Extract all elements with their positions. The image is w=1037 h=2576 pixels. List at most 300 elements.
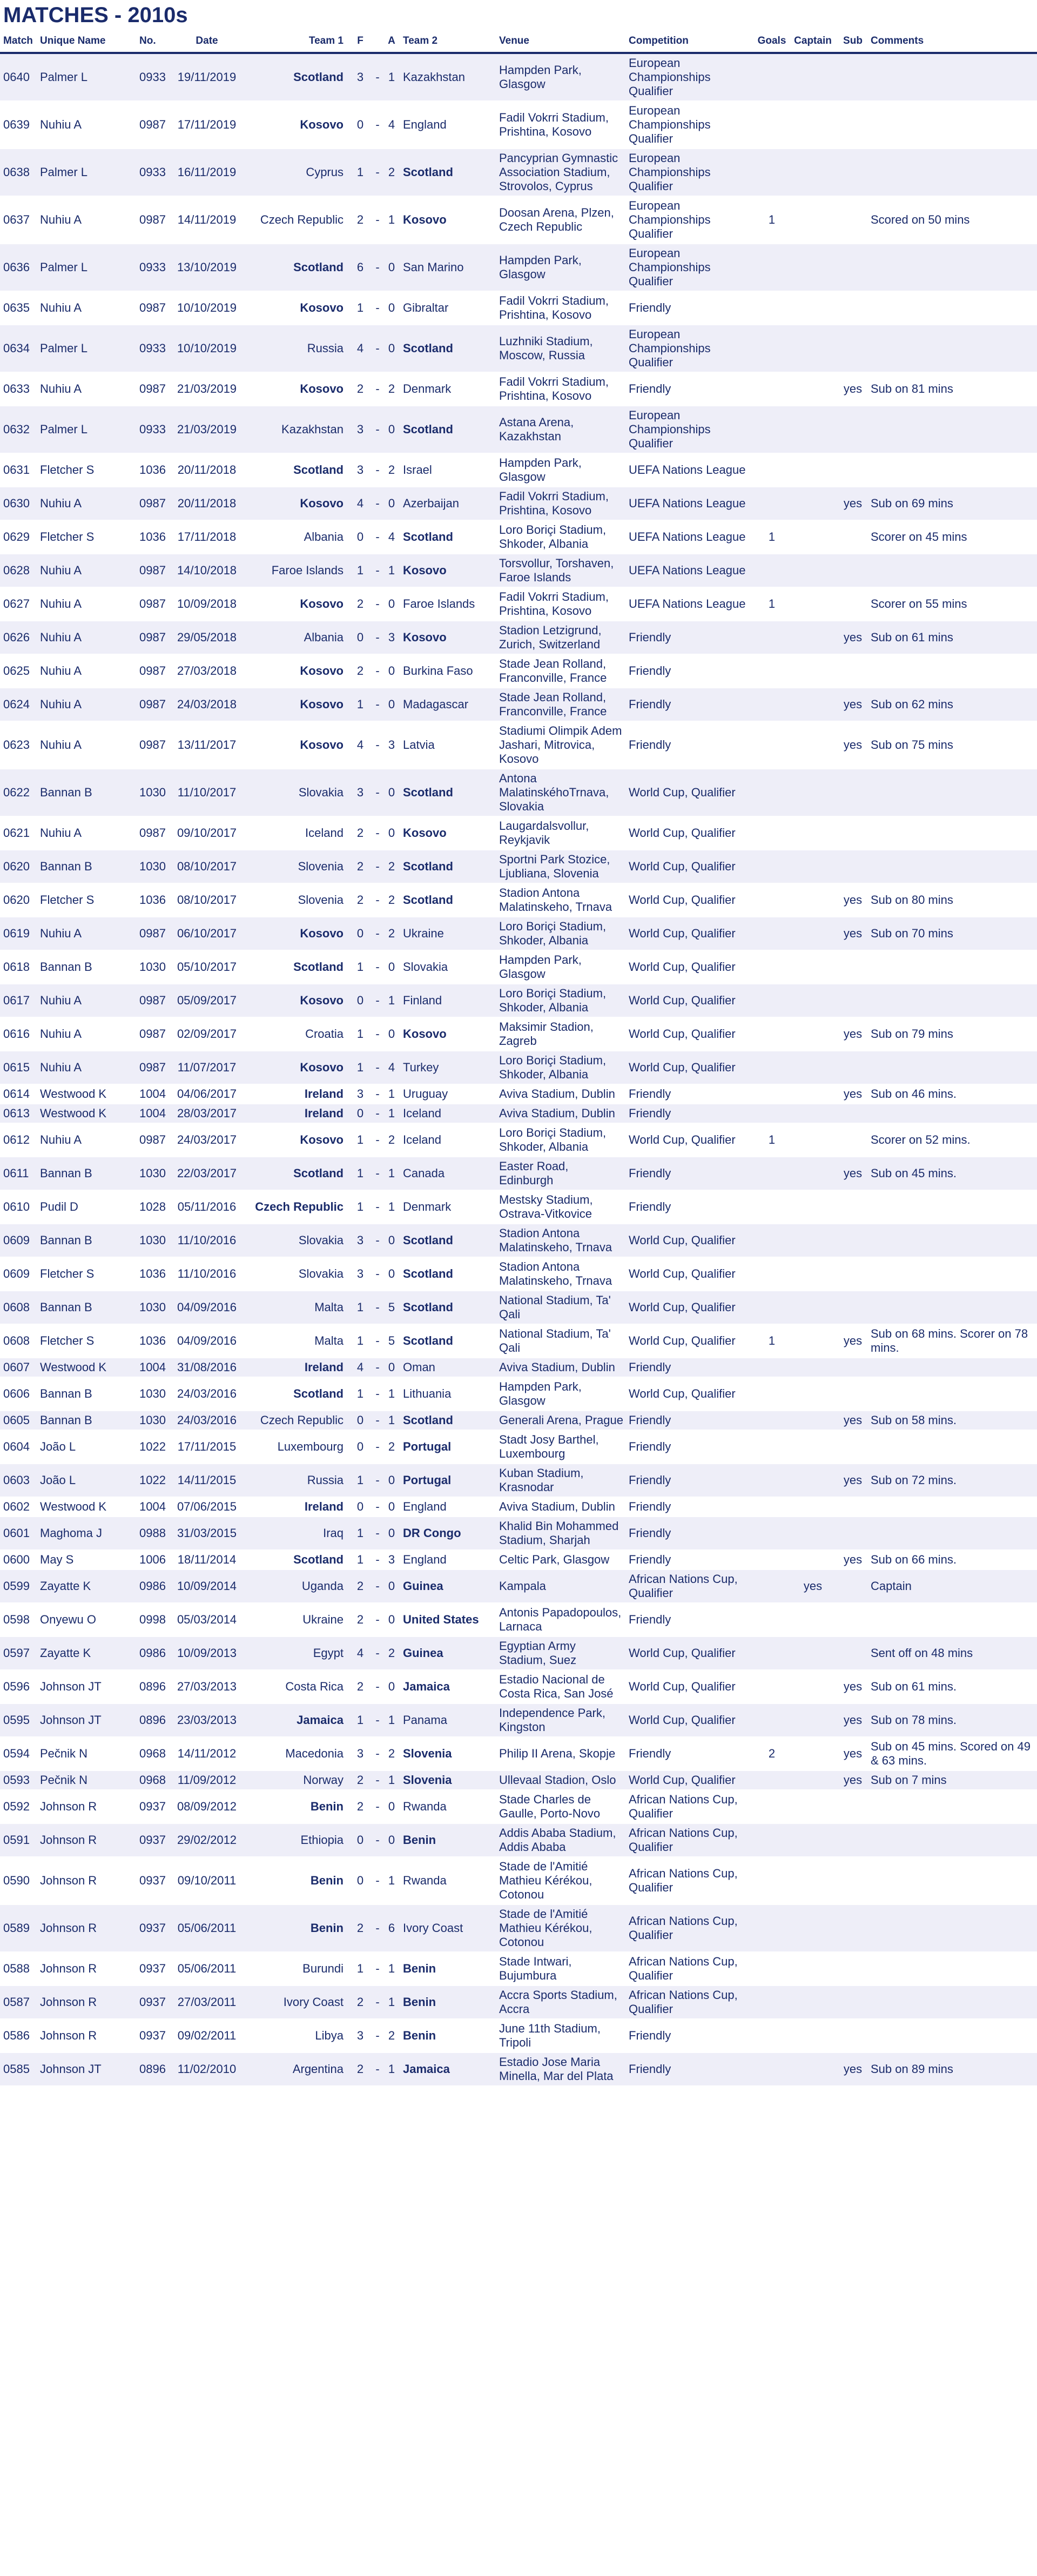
table-row [0,1430,1037,1464]
score-for-cell: 3 [349,1224,372,1257]
goals-cell [756,654,787,688]
competition-cell: Friendly [625,1411,756,1430]
goals-cell [756,1985,787,2019]
sub-cell: yes [838,917,867,950]
date-cell: 09/10/2017 [171,816,243,850]
team1-cell: Scotland [243,53,349,101]
score-against-cell: 0 [383,1358,400,1377]
score-against-cell: 1 [383,1985,400,2019]
score-for-cell: 2 [349,1790,372,1823]
competition-cell: Friendly [625,1157,756,1190]
sub-cell: yes [838,1017,867,1051]
score-dash: - [372,406,383,453]
venue-cell: Stadiumi Olimpik Adem Jashari, Mitrovica, Kosovo [496,721,625,769]
score-against-cell: 2 [383,2019,400,2052]
venue-cell: Astana Arena, Kazakhstan [496,406,625,453]
score-for-cell: 3 [349,2019,372,2052]
goals-cell [756,883,787,917]
player-no-cell: 0968 [136,1770,171,1790]
match-cell: 0589 [0,1904,37,1952]
score-dash: - [372,950,383,984]
comments-cell: Sub on 61 mins. [867,1670,1037,1703]
date-cell: 21/03/2019 [171,372,243,406]
match-cell: 0617 [0,984,37,1017]
venue-cell: Stadion Antona Malatinskeho, Trnava [496,1257,625,1291]
match-cell: 0626 [0,621,37,654]
score-against-cell: 6 [383,1904,400,1952]
comments-cell: Sub on 78 mins. [867,1703,1037,1737]
score-dash: - [372,1123,383,1157]
competition-cell: European Championships Qualifier [625,244,756,291]
score-for-cell: 1 [349,1017,372,1051]
venue-cell: Hampden Park, Glasgow [496,950,625,984]
player-no-cell: 0937 [136,2019,171,2052]
score-for-cell: 0 [349,1104,372,1123]
team1-cell: Libya [243,2019,349,2052]
team1-cell: Kosovo [243,984,349,1017]
comments-cell [867,654,1037,688]
score-against-cell: 0 [383,816,400,850]
unique-name-cell: Westwood K [37,1497,136,1517]
score-dash: - [372,984,383,1017]
goals-cell [756,291,787,325]
venue-cell: National Stadium, Ta' Qali [496,1324,625,1358]
team1-cell: Kosovo [243,654,349,688]
team1-cell: Scotland [243,244,349,291]
venue-cell: Loro Boriçi Stadium, Shkoder, Albania [496,917,625,950]
table-row [0,621,1037,654]
venue-cell: Loro Boriçi Stadium, Shkoder, Albania [496,984,625,1017]
team1-cell: Czech Republic [243,1190,349,1224]
venue-cell: Celtic Park, Glasgow [496,1550,625,1569]
score-dash: - [372,621,383,654]
score-for-cell: 4 [349,721,372,769]
score-dash: - [372,1017,383,1051]
sub-cell [838,1123,867,1157]
goals-cell [756,1703,787,1737]
player-no-cell: 1004 [136,1497,171,1517]
match-cell: 0608 [0,1324,37,1358]
sub-cell: yes [838,1464,867,1497]
score-dash: - [372,2052,383,2086]
competition-cell: World Cup, Qualifier [625,1051,756,1084]
goals-cell [756,325,787,372]
team1-cell: Kosovo [243,1123,349,1157]
team1-cell: Albania [243,621,349,654]
score-dash: - [372,1636,383,1670]
goals-cell: 1 [756,1123,787,1157]
table-row [0,1670,1037,1703]
captain-cell [787,950,838,984]
venue-cell: Doosan Arena, Plzen, Czech Republic [496,196,625,244]
player-no-cell: 0937 [136,1985,171,2019]
competition-cell: Friendly [625,688,756,721]
team2-cell: Iceland [400,1104,496,1123]
unique-name-cell: Pečnik N [37,1770,136,1790]
goals-cell [756,1257,787,1291]
sub-cell [838,1985,867,2019]
score-against-cell: 4 [383,101,400,149]
competition-cell: Friendly [625,1104,756,1123]
player-no-cell: 1004 [136,1358,171,1377]
player-no-cell: 1030 [136,850,171,883]
score-against-cell: 5 [383,1291,400,1324]
competition-cell: Friendly [625,1550,756,1569]
match-cell: 0624 [0,688,37,721]
score-against-cell: 0 [383,654,400,688]
unique-name-cell: João L [37,1464,136,1497]
sub-cell: yes [838,1703,867,1737]
goals-cell [756,1569,787,1603]
sub-cell [838,1358,867,1377]
venue-cell: Stadion Antona Malatinskeho, Trnava [496,883,625,917]
venue-cell: Mestsky Stadium, Ostrava-Vitkovice [496,1190,625,1224]
date-cell: 29/05/2018 [171,621,243,654]
date-cell: 09/02/2011 [171,2019,243,2052]
team2-cell: Ukraine [400,917,496,950]
team1-cell: Uganda [243,1569,349,1603]
unique-name-cell: Zayatte K [37,1569,136,1603]
table-row [0,984,1037,1017]
captain-cell [787,406,838,453]
unique-name-cell: Nuhiu A [37,291,136,325]
goals-cell [756,1377,787,1411]
goals-cell [756,1411,787,1430]
competition-cell: World Cup, Qualifier [625,1670,756,1703]
venue-cell: Stade Intwari, Bujumbura [496,1952,625,1985]
goals-cell [756,1430,787,1464]
competition-cell: Friendly [625,2052,756,2086]
sub-cell [838,406,867,453]
competition-cell: European Championships Qualifier [625,196,756,244]
player-no-cell: 0987 [136,816,171,850]
player-no-cell: 0998 [136,1603,171,1636]
unique-name-cell: Nuhiu A [37,587,136,621]
venue-cell: Loro Boriçi Stadium, Shkoder, Albania [496,1051,625,1084]
team1-cell: Argentina [243,2052,349,2086]
match-cell: 0591 [0,1823,37,1857]
header-competition: Competition [625,30,756,53]
date-cell: 11/09/2012 [171,1770,243,1790]
sub-cell [838,1497,867,1517]
captain-cell: yes [787,1569,838,1603]
competition-cell: World Cup, Qualifier [625,950,756,984]
header-comments: Comments [867,30,1037,53]
goals-cell [756,1603,787,1636]
goals-cell [756,721,787,769]
table-row [0,917,1037,950]
score-for-cell: 2 [349,372,372,406]
comments-cell: Scorer on 52 mins. [867,1123,1037,1157]
team2-cell: Scotland [400,1291,496,1324]
unique-name-cell: Fletcher S [37,520,136,554]
team2-cell: Gibraltar [400,291,496,325]
captain-cell [787,984,838,1017]
date-cell: 31/08/2016 [171,1358,243,1377]
team2-cell: San Marino [400,244,496,291]
team1-cell: Costa Rica [243,1670,349,1703]
competition-cell: World Cup, Qualifier [625,1636,756,1670]
venue-cell: Independence Park, Kingston [496,1703,625,1737]
score-against-cell: 4 [383,1051,400,1084]
header-row [0,30,1037,53]
comments-cell: Sub on 68 mins. Scorer on 78 mins. [867,1324,1037,1358]
unique-name-cell: Nuhiu A [37,688,136,721]
date-cell: 17/11/2018 [171,520,243,554]
table-row [0,291,1037,325]
team1-cell: Slovakia [243,769,349,816]
match-cell: 0627 [0,587,37,621]
player-no-cell: 1030 [136,1377,171,1411]
captain-cell [787,1517,838,1550]
venue-cell: Addis Ababa Stadium, Addis Ababa [496,1823,625,1857]
competition-cell: World Cup, Qualifier [625,1257,756,1291]
match-cell: 0599 [0,1569,37,1603]
date-cell: 08/10/2017 [171,883,243,917]
team1-cell: Luxembourg [243,1430,349,1464]
score-dash: - [372,1737,383,1770]
table-row [0,1017,1037,1051]
date-cell: 16/11/2019 [171,149,243,196]
team1-cell: Russia [243,325,349,372]
date-cell: 22/03/2017 [171,1157,243,1190]
score-against-cell: 1 [383,984,400,1017]
captain-cell [787,1291,838,1324]
unique-name-cell: May S [37,1550,136,1569]
venue-cell: Fadil Vokrri Stadium, Prishtina, Kosovo [496,487,625,520]
score-for-cell: 1 [349,1123,372,1157]
captain-cell [787,487,838,520]
captain-cell [787,244,838,291]
goals-cell [756,53,787,101]
team2-cell: Rwanda [400,1857,496,1904]
player-no-cell: 0987 [136,587,171,621]
team1-cell: Czech Republic [243,196,349,244]
venue-cell: Aviva Stadium, Dublin [496,1084,625,1104]
score-dash: - [372,1157,383,1190]
venue-cell: Maksimir Stadion, Zagreb [496,1017,625,1051]
captain-cell [787,1703,838,1737]
date-cell: 07/06/2015 [171,1497,243,1517]
unique-name-cell: Nuhiu A [37,1017,136,1051]
comments-cell [867,1377,1037,1411]
team2-cell: Scotland [400,149,496,196]
competition-cell: European Championships Qualifier [625,149,756,196]
competition-cell: African Nations Cup, Qualifier [625,1985,756,2019]
table-row [0,487,1037,520]
competition-cell: World Cup, Qualifier [625,917,756,950]
match-cell: 0623 [0,721,37,769]
sub-cell [838,1857,867,1904]
goals-cell [756,453,787,487]
score-against-cell: 3 [383,1550,400,1569]
captain-cell [787,1464,838,1497]
unique-name-cell: Nuhiu A [37,721,136,769]
score-against-cell: 0 [383,1603,400,1636]
match-cell: 0608 [0,1291,37,1324]
score-for-cell: 2 [349,196,372,244]
comments-cell [867,1497,1037,1517]
competition-cell: World Cup, Qualifier [625,1123,756,1157]
table-row [0,850,1037,883]
date-cell: 05/06/2011 [171,1904,243,1952]
table-row [0,1985,1037,2019]
goals-cell [756,2052,787,2086]
competition-cell: World Cup, Qualifier [625,769,756,816]
goals-cell [756,1084,787,1104]
unique-name-cell: Pečnik N [37,1737,136,1770]
team1-cell: Norway [243,1770,349,1790]
score-for-cell: 2 [349,816,372,850]
comments-cell: Scorer on 55 mins [867,587,1037,621]
team2-cell: Kosovo [400,554,496,587]
unique-name-cell: Johnson R [37,1952,136,1985]
score-against-cell: 4 [383,520,400,554]
table-row [0,1823,1037,1857]
table-row [0,1051,1037,1084]
match-cell: 0620 [0,883,37,917]
player-no-cell: 0987 [136,1123,171,1157]
team1-cell: Slovakia [243,1224,349,1257]
match-cell: 0609 [0,1224,37,1257]
score-dash: - [372,372,383,406]
match-cell: 0597 [0,1636,37,1670]
score-for-cell: 4 [349,1358,372,1377]
player-no-cell: 0987 [136,654,171,688]
team2-cell: Scotland [400,1324,496,1358]
sub-cell: yes [838,1550,867,1569]
header-dash [372,30,383,53]
score-dash: - [372,1190,383,1224]
match-cell: 0587 [0,1985,37,2019]
competition-cell: World Cup, Qualifier [625,1017,756,1051]
unique-name-cell: João L [37,1430,136,1464]
score-for-cell: 1 [349,1157,372,1190]
score-for-cell: 1 [349,1051,372,1084]
date-cell: 19/11/2019 [171,53,243,101]
sub-cell [838,1291,867,1324]
header-sub: Sub [838,30,867,53]
score-for-cell: 0 [349,1497,372,1517]
unique-name-cell: Johnson R [37,1790,136,1823]
comments-cell [867,1104,1037,1123]
team1-cell: Slovenia [243,850,349,883]
sub-cell: yes [838,372,867,406]
comments-cell [867,816,1037,850]
header-unique-name: Unique Name [37,30,136,53]
sub-cell [838,950,867,984]
team1-cell: Ireland [243,1358,349,1377]
date-cell: 17/11/2015 [171,1430,243,1464]
match-cell: 0628 [0,554,37,587]
captain-cell [787,1770,838,1790]
score-dash: - [372,149,383,196]
competition-cell: UEFA Nations League [625,520,756,554]
player-no-cell: 1030 [136,769,171,816]
date-cell: 13/10/2019 [171,244,243,291]
captain-cell [787,917,838,950]
score-against-cell: 0 [383,1497,400,1517]
comments-cell: Sub on 62 mins [867,688,1037,721]
venue-cell: Fadil Vokrri Stadium, Prishtina, Kosovo [496,101,625,149]
competition-cell: Friendly [625,654,756,688]
comments-cell [867,406,1037,453]
competition-cell: Friendly [625,1464,756,1497]
venue-cell: Fadil Vokrri Stadium, Prishtina, Kosovo [496,291,625,325]
captain-cell [787,850,838,883]
date-cell: 28/03/2017 [171,1104,243,1123]
sub-cell [838,1952,867,1985]
unique-name-cell: Johnson R [37,1823,136,1857]
sub-cell [838,291,867,325]
competition-cell: World Cup, Qualifier [625,816,756,850]
match-cell: 0588 [0,1952,37,1985]
score-dash: - [372,883,383,917]
comments-cell: Sub on 61 mins [867,621,1037,654]
goals-cell [756,1636,787,1670]
match-cell: 0586 [0,2019,37,2052]
team2-cell: Rwanda [400,1790,496,1823]
player-no-cell: 0933 [136,53,171,101]
table-row [0,1497,1037,1517]
table-row [0,101,1037,149]
captain-cell [787,2052,838,2086]
player-no-cell: 0987 [136,101,171,149]
team1-cell: Kazakhstan [243,406,349,453]
sub-cell: yes [838,1770,867,1790]
goals-cell [756,1550,787,1569]
team2-cell: Slovenia [400,1737,496,1770]
sub-cell [838,1517,867,1550]
match-cell: 0606 [0,1377,37,1411]
score-for-cell: 0 [349,101,372,149]
date-cell: 24/03/2017 [171,1123,243,1157]
player-no-cell: 0987 [136,1017,171,1051]
team2-cell: Portugal [400,1464,496,1497]
player-no-cell: 1036 [136,520,171,554]
date-cell: 10/10/2019 [171,291,243,325]
player-no-cell: 1036 [136,1257,171,1291]
match-cell: 0593 [0,1770,37,1790]
goals-cell [756,1464,787,1497]
team2-cell: Guinea [400,1636,496,1670]
table-row [0,1324,1037,1358]
score-against-cell: 2 [383,917,400,950]
score-for-cell: 3 [349,406,372,453]
team2-cell: England [400,1550,496,1569]
comments-cell [867,1430,1037,1464]
unique-name-cell: Onyewu O [37,1603,136,1636]
score-against-cell: 2 [383,1430,400,1464]
goals-cell [756,1017,787,1051]
date-cell: 14/10/2018 [171,554,243,587]
sub-cell [838,769,867,816]
sub-cell [838,1569,867,1603]
score-for-cell: 1 [349,1377,372,1411]
match-cell: 0595 [0,1703,37,1737]
player-no-cell: 1030 [136,1411,171,1430]
header-f: F [349,30,372,53]
comments-cell [867,244,1037,291]
player-no-cell: 0987 [136,372,171,406]
competition-cell: Friendly [625,2019,756,2052]
comments-cell: Sent off on 48 mins [867,1636,1037,1670]
match-cell: 0612 [0,1123,37,1157]
comments-cell: Sub on 69 mins [867,487,1037,520]
table-row [0,1084,1037,1104]
team2-cell: Madagascar [400,688,496,721]
score-dash: - [372,1569,383,1603]
